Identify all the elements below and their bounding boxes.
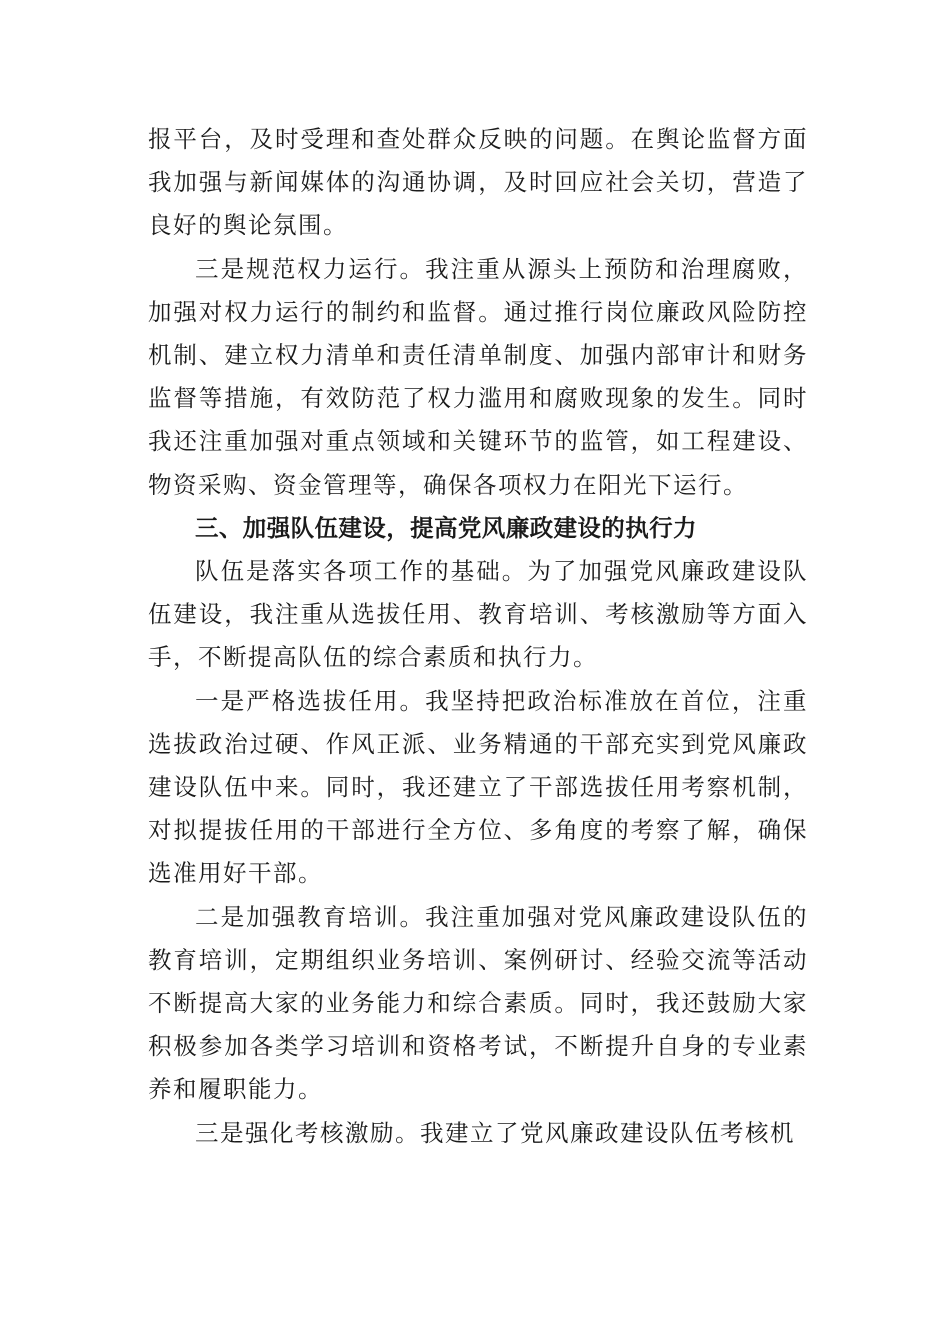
section-heading: 三、加强队伍建设，提高党风廉政建设的执行力 xyxy=(195,513,697,542)
paragraph-selection: 一是严格选拔任用。我坚持把政治标准放在首位，注重选拔政治过硬、作风正派、业务精通的干部充实到党风廉政建设队伍中来。同时，我还建立了干部选拔任用考察机制，对拟提拔任用的干部进行全方位、多角度的考察了解，确保选准用好干部。 xyxy=(148,686,808,888)
paragraph-continuation: 报平台，及时受理和查处群众反映的问题。在舆论监督方面我加强与新闻媒体的沟通协调，及时回应社会关切，营造了良好的舆论氛围。 xyxy=(148,125,808,240)
paragraph-assessment: 三是强化考核激励。我建立了党风廉政建设队伍考核机 xyxy=(195,1118,795,1147)
document-body xyxy=(148,118,808,1155)
paragraph-regulate-power: 三是规范权力运行。我注重从源头上预防和治理腐败，加强对权力运行的制约和监督。通过推行岗位廉政风险防控机制、建立权力清单和责任清单制度、加强内部审计和财务监督等措施，有效防范了权力滥用和腐败现象的发生。同时我还注重加强对重点领域和关键环节的监管，如工程建设、物资采购、资金管理等，确保各项权力在阳光下运行。 xyxy=(148,254,808,499)
paragraph-training: 二是加强教育培训。我注重加强对党风廉政建设队伍的教育培训，定期组织业务培训、案例研讨、经验交流等活动不断提高大家的业务能力和综合素质。同时，我还鼓励大家积极参加各类学习培训和资格考试，不断提升自身的专业素养和履职能力。 xyxy=(148,902,808,1104)
paragraph-team-foundation: 队伍是落实各项工作的基础。为了加强党风廉政建设队伍建设，我注重从选拔任用、教育培训、考核激励等方面入手，不断提高队伍的综合素质和执行力。 xyxy=(148,557,808,672)
